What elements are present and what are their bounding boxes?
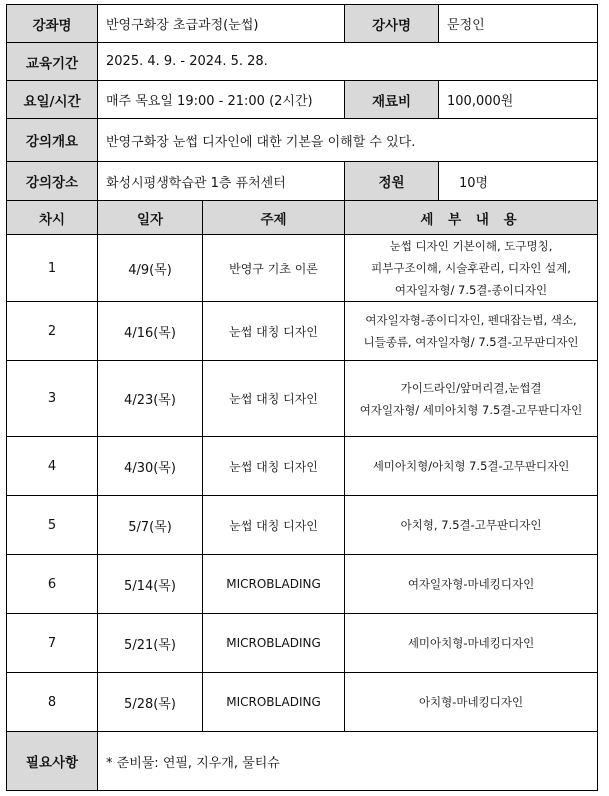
session-row bbox=[7, 673, 598, 732]
col-header-session: 차시 bbox=[7, 201, 98, 235]
session-number: 2 bbox=[7, 302, 98, 361]
instructor-label: 강사명 bbox=[345, 5, 439, 43]
schedule-row bbox=[7, 81, 598, 119]
session-details bbox=[345, 361, 598, 437]
col-header-details: 세 부 내 용 bbox=[345, 201, 598, 235]
session-details bbox=[345, 614, 598, 673]
session-details bbox=[345, 302, 598, 361]
detail-line: 아치형-마네킹디자인 bbox=[418, 695, 524, 709]
session-details bbox=[345, 673, 598, 732]
venue-value: 화성시평생학습관 1층 퓨처센터 bbox=[98, 162, 345, 201]
requirements-label: 필요사항 bbox=[7, 732, 98, 791]
session-date: 4/16(목) bbox=[98, 302, 203, 361]
requirements-row bbox=[7, 732, 598, 791]
schedule-label: 요일/시간 bbox=[7, 81, 98, 119]
session-details bbox=[345, 437, 598, 496]
course-label: 강좌명 bbox=[7, 5, 98, 43]
fee-value: 100,000원 bbox=[439, 81, 598, 119]
session-number: 7 bbox=[7, 614, 98, 673]
detail-line: 여자일자형-종이디자인, 펜대잡는법, 색소, bbox=[365, 313, 577, 327]
session-topic: 눈썹 대칭 디자인 bbox=[203, 437, 345, 496]
session-date: 5/28(목) bbox=[98, 673, 203, 732]
detail-line: 여자일자형-마네킹디자인 bbox=[407, 577, 535, 591]
detail-line: 세미아치형/아치형 7.5결-고무판디자인 bbox=[372, 459, 570, 473]
requirements-value: * 준비물: 연필, 지우개, 물티슈 bbox=[98, 732, 598, 791]
detail-line: 피부구조이해, 시술후관리, 디자인 설계, bbox=[371, 261, 571, 275]
detail-line: 니들종류, 여자일자형/ 7.5결-고무판디자인 bbox=[363, 335, 579, 349]
session-topic: 눈썹 대칭 디자인 bbox=[203, 302, 345, 361]
overview-label: 강의개요 bbox=[7, 119, 98, 162]
course-info-table bbox=[6, 4, 598, 791]
session-row bbox=[7, 235, 598, 302]
session-details bbox=[345, 235, 598, 302]
session-date: 5/7(목) bbox=[98, 496, 203, 555]
session-date: 4/30(목) bbox=[98, 437, 203, 496]
session-row bbox=[7, 437, 598, 496]
schedule-header-row bbox=[7, 201, 598, 235]
session-number: 6 bbox=[7, 555, 98, 614]
capacity-label: 정원 bbox=[345, 162, 439, 201]
course-value: 반영구화장 초급과정(눈썹) bbox=[98, 5, 345, 43]
period-value: 2025. 4. 9. - 2024. 5. 28. bbox=[98, 43, 598, 81]
session-row bbox=[7, 555, 598, 614]
session-row bbox=[7, 496, 598, 555]
session-date: 4/9(목) bbox=[98, 235, 203, 302]
col-header-topic: 주제 bbox=[203, 201, 345, 235]
session-details bbox=[345, 496, 598, 555]
session-topic: MICROBLADING bbox=[203, 555, 345, 614]
detail-line: 세미아치형-마네킹디자인 bbox=[407, 636, 535, 650]
session-number: 1 bbox=[7, 235, 98, 302]
detail-line: 여자일자형/ 세미아치형 7.5결-고무판디자인 bbox=[359, 402, 583, 417]
session-details bbox=[345, 555, 598, 614]
capacity-value: 10명 bbox=[439, 162, 598, 201]
fee-label: 재료비 bbox=[345, 81, 439, 119]
session-date: 5/14(목) bbox=[98, 555, 203, 614]
venue-label: 강의장소 bbox=[7, 162, 98, 201]
period-row bbox=[7, 43, 598, 81]
detail-line: 눈썹 디자인 기본이해, 도구명칭, bbox=[389, 239, 553, 253]
session-number: 4 bbox=[7, 437, 98, 496]
schedule-value: 매주 목요일 19:00 - 21:00 (2시간) bbox=[98, 81, 345, 119]
session-topic: 반영구 기초 이론 bbox=[203, 235, 345, 302]
session-date: 5/21(목) bbox=[98, 614, 203, 673]
session-date: 4/23(목) bbox=[98, 361, 203, 437]
instructor-value: 문정인 bbox=[439, 5, 598, 43]
session-row bbox=[7, 361, 598, 437]
session-topic: 눈썹 대칭 디자인 bbox=[203, 361, 345, 437]
session-topic: MICROBLADING bbox=[203, 614, 345, 673]
session-row bbox=[7, 302, 598, 361]
col-header-date: 일자 bbox=[98, 201, 203, 235]
session-number: 3 bbox=[7, 361, 98, 437]
detail-line: 아치형, 7.5결-고무판디자인 bbox=[400, 518, 542, 532]
period-label: 교육기간 bbox=[7, 43, 98, 81]
session-topic: 눈썹 대칭 디자인 bbox=[203, 496, 345, 555]
session-row bbox=[7, 614, 598, 673]
overview-value: 반영구화장 눈썹 디자인에 대한 기본을 이해할 수 있다. bbox=[98, 119, 598, 162]
session-number: 5 bbox=[7, 496, 98, 555]
session-topic: MICROBLADING bbox=[203, 673, 345, 732]
course-row bbox=[7, 5, 598, 43]
overview-row bbox=[7, 119, 598, 162]
detail-line: 가이드라인/앞머리결,눈썹결 bbox=[400, 380, 542, 395]
venue-row bbox=[7, 162, 598, 201]
session-number: 8 bbox=[7, 673, 98, 732]
detail-line: 여자일자형/ 7.5결-종이디자인 bbox=[394, 283, 548, 297]
